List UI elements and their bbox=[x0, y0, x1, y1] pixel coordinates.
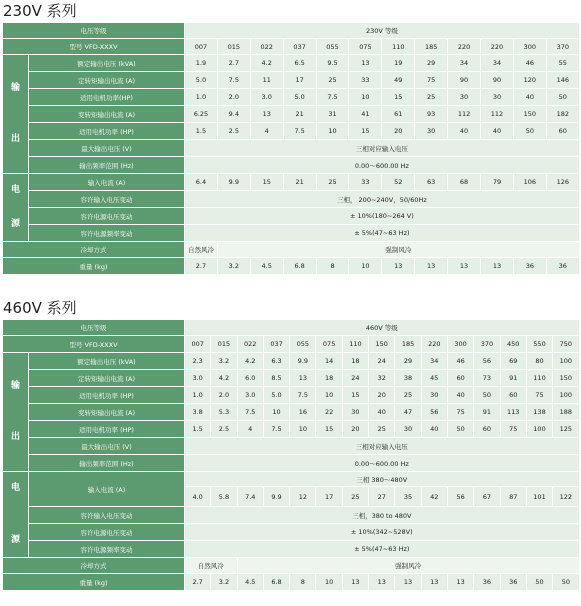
data-cell: 50 bbox=[474, 387, 500, 404]
data-cell: 6.8 bbox=[263, 574, 289, 591]
data-cell: 93 bbox=[415, 106, 448, 123]
data-cell: 50 bbox=[447, 421, 473, 438]
merged-cell: 三相对应输入电压 bbox=[185, 140, 580, 157]
table-row bbox=[3, 242, 580, 258]
merged-cell: 0.00～600.00 Hz bbox=[185, 455, 580, 472]
merged-cell: ± 10%(342~528V) bbox=[185, 524, 580, 541]
data-cell: 3.2 bbox=[217, 258, 250, 275]
data-cell: 22 bbox=[316, 404, 342, 421]
data-cell: 13 bbox=[448, 258, 481, 275]
model-cell: 300 bbox=[513, 39, 546, 55]
data-cell: 13 bbox=[447, 574, 473, 591]
model-cell: 370 bbox=[546, 39, 579, 55]
table-row bbox=[3, 258, 580, 275]
data-cell: 5.0 bbox=[263, 387, 289, 404]
data-cell: 6.3 bbox=[263, 353, 289, 370]
row-label: 适用电机功率 (HP) bbox=[29, 123, 185, 140]
data-cell: 8.5 bbox=[263, 370, 289, 387]
data-cell: 29 bbox=[415, 55, 448, 72]
merged-cell: 三相，380 to 480V bbox=[185, 507, 580, 524]
data-cell: 15 bbox=[250, 174, 283, 191]
data-cell: 2.7 bbox=[217, 55, 250, 72]
data-cell: 122 bbox=[553, 487, 579, 507]
data-cell: 40 bbox=[448, 123, 481, 140]
data-cell: 112 bbox=[481, 106, 514, 123]
data-cell: 20 bbox=[342, 421, 368, 438]
data-cell: 30 bbox=[395, 421, 421, 438]
data-cell: 6.8 bbox=[283, 258, 316, 275]
row-label: 适用电机功率 (HP) bbox=[29, 387, 185, 404]
data-cell: 1.5 bbox=[185, 123, 218, 140]
data-cell: 2.0 bbox=[211, 387, 237, 404]
data-cell: 5.3 bbox=[211, 404, 237, 421]
data-cell: 30 bbox=[342, 404, 368, 421]
data-cell: 101 bbox=[526, 487, 552, 507]
cooling-natural: 自然风冷 bbox=[185, 242, 218, 258]
model-cell: 022 bbox=[250, 39, 283, 55]
data-cell: 24 bbox=[342, 370, 368, 387]
data-cell: 7.5 bbox=[263, 421, 289, 438]
data-cell: 2.0 bbox=[217, 89, 250, 106]
table-row bbox=[3, 455, 580, 472]
data-cell: 2.5 bbox=[217, 123, 250, 140]
model-cell: 220 bbox=[481, 39, 514, 55]
model-cell: 110 bbox=[342, 336, 368, 353]
data-cell: 50 bbox=[553, 574, 579, 591]
row-label: 容许输入电压变动 bbox=[29, 507, 185, 524]
data-cell: 18 bbox=[316, 370, 342, 387]
model-row bbox=[3, 39, 580, 55]
data-cell: 90 bbox=[481, 72, 514, 89]
data-cell: 106 bbox=[513, 174, 546, 191]
data-cell: 38 bbox=[395, 370, 421, 387]
table-row bbox=[3, 404, 580, 421]
data-cell: 1.9 bbox=[185, 55, 218, 72]
voltage-class-value: 230V 等级 bbox=[185, 23, 580, 39]
spec-table-230v bbox=[2, 22, 580, 275]
model-cell: 037 bbox=[283, 39, 316, 55]
cooling-forced: 强制风冷 bbox=[237, 558, 579, 574]
table-row bbox=[3, 225, 580, 242]
data-cell: 20 bbox=[369, 387, 395, 404]
data-cell: 16 bbox=[290, 404, 316, 421]
data-cell: 25 bbox=[395, 387, 421, 404]
data-cell: 47 bbox=[395, 404, 421, 421]
data-cell: 9.5 bbox=[316, 55, 349, 72]
data-cell: 4.5 bbox=[237, 574, 263, 591]
data-cell: 25 bbox=[316, 72, 349, 89]
model-cell: 750 bbox=[553, 336, 579, 353]
data-cell: 112 bbox=[448, 106, 481, 123]
data-cell: 21 bbox=[283, 174, 316, 191]
output-group-label: 输 出 bbox=[3, 353, 29, 472]
data-cell: 25 bbox=[316, 174, 349, 191]
data-cell: 125 bbox=[553, 421, 579, 438]
data-cell: 2.3 bbox=[185, 353, 211, 370]
data-cell: 13 bbox=[250, 106, 283, 123]
data-cell: 1.0 bbox=[185, 387, 211, 404]
row-label: 冷却方式 bbox=[3, 558, 185, 574]
data-cell: 68 bbox=[448, 174, 481, 191]
row-label: 输出频率范围 (Hz) bbox=[29, 157, 185, 174]
data-cell: 7.5 bbox=[283, 123, 316, 140]
data-cell: 41 bbox=[349, 106, 382, 123]
data-cell: 73 bbox=[474, 370, 500, 387]
model-cell: 220 bbox=[421, 336, 447, 353]
data-cell: 61 bbox=[382, 106, 415, 123]
data-cell: 146 bbox=[546, 72, 579, 89]
row-label: 输入电流 (A) bbox=[29, 472, 185, 507]
table-row bbox=[3, 387, 580, 404]
data-cell: 13 bbox=[342, 574, 368, 591]
data-cell: 4 bbox=[250, 123, 283, 140]
data-cell: 110 bbox=[526, 370, 552, 387]
data-cell: 36 bbox=[513, 258, 546, 275]
data-cell: 1.5 bbox=[185, 421, 211, 438]
row-label: 最大输出电压 (V) bbox=[29, 140, 185, 157]
data-cell: 4.2 bbox=[237, 353, 263, 370]
data-cell: 9.9 bbox=[263, 487, 289, 507]
data-cell: 9.9 bbox=[290, 353, 316, 370]
power-group-label: 电 源 bbox=[3, 472, 29, 558]
row-label: 重量 (kg) bbox=[3, 574, 185, 591]
data-cell: 12 bbox=[290, 487, 316, 507]
data-cell: 75 bbox=[447, 404, 473, 421]
data-cell: 10 bbox=[316, 387, 342, 404]
data-cell: 40 bbox=[447, 387, 473, 404]
model-cell: 370 bbox=[474, 336, 500, 353]
section-title-460v: 460V 系列 bbox=[3, 299, 77, 317]
data-cell: 49 bbox=[382, 72, 415, 89]
data-cell: 46 bbox=[447, 353, 473, 370]
data-cell: 113 bbox=[500, 404, 526, 421]
data-cell: 50 bbox=[526, 574, 552, 591]
data-cell: 30 bbox=[448, 89, 481, 106]
data-cell: 45 bbox=[421, 370, 447, 387]
row-label: 额定输出电压 (kVA) bbox=[29, 55, 185, 72]
data-cell: 20 bbox=[382, 123, 415, 140]
model-cell: 055 bbox=[316, 39, 349, 55]
data-cell: 19 bbox=[382, 55, 415, 72]
data-cell: 87 bbox=[500, 487, 526, 507]
row-label: 容许电源电压变动 bbox=[29, 208, 185, 225]
data-cell: 13 bbox=[395, 574, 421, 591]
data-cell: 13 bbox=[415, 258, 448, 275]
cooling-forced: 强制风冷 bbox=[217, 242, 579, 258]
model-cell: 075 bbox=[316, 336, 342, 353]
data-cell: 17 bbox=[316, 487, 342, 507]
data-cell: 3.0 bbox=[237, 387, 263, 404]
model-cell: 007 bbox=[185, 39, 218, 55]
data-cell: 15 bbox=[342, 387, 368, 404]
model-cell: 185 bbox=[415, 39, 448, 55]
data-cell: 36 bbox=[500, 574, 526, 591]
data-cell: 100 bbox=[553, 387, 579, 404]
data-cell: 13 bbox=[382, 258, 415, 275]
data-cell: 34 bbox=[448, 55, 481, 72]
data-cell: 3.2 bbox=[211, 353, 237, 370]
data-cell: 5.0 bbox=[185, 72, 218, 89]
data-cell: 35 bbox=[395, 487, 421, 507]
data-cell: 150 bbox=[513, 106, 546, 123]
data-cell: 6.5 bbox=[283, 55, 316, 72]
row-label: 冷却方式 bbox=[3, 242, 185, 258]
data-cell: 36 bbox=[474, 574, 500, 591]
data-cell: 25 bbox=[342, 487, 368, 507]
table-row bbox=[3, 208, 580, 225]
data-cell: 63 bbox=[415, 174, 448, 191]
merged-cell: ± 5%(47~63 Hz) bbox=[185, 541, 580, 558]
data-cell: 21 bbox=[283, 106, 316, 123]
data-cell: 3.0 bbox=[250, 89, 283, 106]
voltage-class-label: 电压等级 bbox=[3, 23, 185, 39]
data-cell: 27 bbox=[369, 487, 395, 507]
row-label: 变转矩输出电流 (A) bbox=[29, 106, 185, 123]
data-cell: 13 bbox=[481, 258, 514, 275]
data-cell: 80 bbox=[526, 353, 552, 370]
merged-cell: ± 10%(180~264 V) bbox=[185, 208, 580, 225]
table-row bbox=[3, 174, 580, 191]
table-row bbox=[3, 191, 580, 208]
data-cell: 3.0 bbox=[185, 370, 211, 387]
data-cell: 182 bbox=[546, 106, 579, 123]
row-label: 容许电源电压变动 bbox=[29, 524, 185, 541]
data-cell: 3.2 bbox=[211, 574, 237, 591]
row-label: 适用电机功率(HP) bbox=[29, 89, 185, 106]
data-cell: 40 bbox=[513, 89, 546, 106]
data-cell: 60 bbox=[500, 387, 526, 404]
cooling-natural: 自然风冷 bbox=[185, 558, 238, 574]
data-cell: 18 bbox=[342, 353, 368, 370]
data-cell: 7.5 bbox=[237, 404, 263, 421]
row-label: 容许电源频率变动 bbox=[29, 225, 185, 242]
data-cell: 9.9 bbox=[217, 174, 250, 191]
data-cell: 150 bbox=[553, 370, 579, 387]
table-row bbox=[3, 89, 580, 106]
model-cell: 015 bbox=[217, 39, 250, 55]
data-cell: 4 bbox=[237, 421, 263, 438]
table-row bbox=[3, 438, 580, 455]
model-cell: 185 bbox=[395, 336, 421, 353]
data-cell: 30 bbox=[421, 387, 447, 404]
data-cell: 2.5 bbox=[211, 421, 237, 438]
data-cell: 7.5 bbox=[316, 89, 349, 106]
table-row bbox=[3, 370, 580, 387]
data-cell: 3.8 bbox=[185, 404, 211, 421]
table-row bbox=[3, 558, 580, 574]
data-cell: 34 bbox=[421, 353, 447, 370]
data-cell: 60 bbox=[546, 123, 579, 140]
spec-table-460v bbox=[2, 319, 580, 591]
table-row bbox=[3, 55, 580, 72]
data-cell: 11 bbox=[250, 72, 283, 89]
data-cell: 4.5 bbox=[250, 258, 283, 275]
table-row bbox=[3, 541, 580, 558]
data-cell: 60 bbox=[447, 370, 473, 387]
data-cell: 50 bbox=[546, 89, 579, 106]
power-group-label: 电 源 bbox=[3, 174, 29, 242]
data-cell: 100 bbox=[526, 421, 552, 438]
merged-cell: ± 5%(47~63 Hz) bbox=[185, 225, 580, 242]
data-cell: 7.5 bbox=[290, 387, 316, 404]
merged-cell: 0.00～600.00 Hz bbox=[185, 157, 580, 174]
data-cell: 7.5 bbox=[217, 72, 250, 89]
data-cell: 40 bbox=[421, 421, 447, 438]
data-cell: 25 bbox=[369, 421, 395, 438]
table-row bbox=[3, 574, 580, 591]
model-cell: 150 bbox=[369, 336, 395, 353]
data-cell: 6.25 bbox=[185, 106, 218, 123]
merged-cell: 三相， 200~240V，50/60Hz bbox=[185, 191, 580, 208]
data-cell: 13 bbox=[369, 574, 395, 591]
data-cell: 33 bbox=[349, 174, 382, 191]
model-label: 型号 VFD-XXXV bbox=[3, 336, 185, 353]
data-cell: 4.2 bbox=[250, 55, 283, 72]
model-cell: 300 bbox=[447, 336, 473, 353]
model-cell: 015 bbox=[211, 336, 237, 353]
data-cell: 100 bbox=[553, 353, 579, 370]
row-label: 容许电源频率变动 bbox=[29, 541, 185, 558]
data-cell: 69 bbox=[500, 353, 526, 370]
table-row bbox=[3, 524, 580, 541]
data-cell: 15 bbox=[316, 421, 342, 438]
data-cell: 6.4 bbox=[185, 174, 218, 191]
table-row bbox=[3, 140, 580, 157]
model-cell: 075 bbox=[349, 39, 382, 55]
data-cell: 10 bbox=[349, 258, 382, 275]
data-cell: 30 bbox=[415, 123, 448, 140]
data-cell: 138 bbox=[526, 404, 552, 421]
row-label: 输出频率范围 (Hz) bbox=[29, 455, 185, 472]
data-cell: 52 bbox=[382, 174, 415, 191]
data-cell: 17 bbox=[283, 72, 316, 89]
data-cell: 75 bbox=[526, 387, 552, 404]
data-cell: 50 bbox=[513, 123, 546, 140]
data-cell: 4.2 bbox=[211, 370, 237, 387]
data-cell: 13 bbox=[290, 370, 316, 387]
data-cell: 6.0 bbox=[237, 370, 263, 387]
data-cell: 36 bbox=[546, 258, 579, 275]
row-label: 适用电机功率 (HP) bbox=[29, 421, 185, 438]
data-cell: 60 bbox=[474, 421, 500, 438]
data-cell: 10 bbox=[316, 574, 342, 591]
data-cell: 56 bbox=[474, 353, 500, 370]
table-row bbox=[3, 472, 580, 487]
row-label: 定转矩输出电流 (A) bbox=[29, 72, 185, 89]
data-cell: 4.0 bbox=[185, 487, 211, 507]
data-cell: 33 bbox=[349, 72, 382, 89]
table-row bbox=[3, 157, 580, 174]
data-cell: 15 bbox=[349, 123, 382, 140]
data-cell: 5.0 bbox=[283, 89, 316, 106]
model-cell: 022 bbox=[237, 336, 263, 353]
table-row bbox=[3, 123, 580, 140]
model-cell: 110 bbox=[382, 39, 415, 55]
row-label: 额定输出电压 (kVA) bbox=[29, 353, 185, 370]
row-label: 重量 (kg) bbox=[3, 258, 185, 275]
data-cell: 79 bbox=[481, 174, 514, 191]
data-cell: 46 bbox=[513, 55, 546, 72]
data-cell: 24 bbox=[369, 353, 395, 370]
data-cell: 25 bbox=[415, 89, 448, 106]
data-cell: 56 bbox=[421, 404, 447, 421]
data-cell: 56 bbox=[447, 487, 473, 507]
data-cell: 7.4 bbox=[237, 487, 263, 507]
data-cell: 5.8 bbox=[211, 487, 237, 507]
data-cell: 75 bbox=[500, 421, 526, 438]
data-cell: 2.7 bbox=[185, 574, 211, 591]
data-cell: 15 bbox=[382, 89, 415, 106]
data-cell: 10 bbox=[316, 123, 349, 140]
data-cell: 8 bbox=[316, 258, 349, 275]
model-cell: 450 bbox=[500, 336, 526, 353]
data-cell: 8 bbox=[290, 574, 316, 591]
output-group-label: 输 出 bbox=[3, 55, 29, 174]
row-label: 变转矩输出电流 (A) bbox=[29, 404, 185, 421]
merged-cell: 三相对应输入电压 bbox=[185, 438, 580, 455]
data-cell: 10 bbox=[263, 404, 289, 421]
table-row bbox=[3, 72, 580, 89]
model-label: 型号 VFD-XXXV bbox=[3, 39, 185, 55]
table-row bbox=[3, 421, 580, 438]
data-cell: 91 bbox=[500, 370, 526, 387]
voltage-class-label: 电压等级 bbox=[3, 320, 185, 336]
data-cell: 42 bbox=[421, 487, 447, 507]
data-cell: 1.0 bbox=[185, 89, 218, 106]
table-row bbox=[3, 353, 580, 370]
model-cell: 007 bbox=[185, 336, 211, 353]
merged-cell: 三相 380～480V bbox=[185, 472, 580, 487]
data-cell: 13 bbox=[421, 574, 447, 591]
data-cell: 55 bbox=[546, 55, 579, 72]
data-cell: 34 bbox=[481, 55, 514, 72]
model-cell: 037 bbox=[263, 336, 289, 353]
data-cell: 188 bbox=[553, 404, 579, 421]
data-cell: 10 bbox=[290, 421, 316, 438]
data-cell: 90 bbox=[448, 72, 481, 89]
data-cell: 32 bbox=[369, 370, 395, 387]
data-cell: 91 bbox=[474, 404, 500, 421]
row-label: 输入电流 (A) bbox=[29, 174, 185, 191]
data-cell: 29 bbox=[395, 353, 421, 370]
data-cell: 120 bbox=[513, 72, 546, 89]
table-row bbox=[3, 106, 580, 123]
section-title-230v: 230V 系列 bbox=[3, 2, 77, 20]
data-cell: 40 bbox=[481, 123, 514, 140]
model-cell: 220 bbox=[448, 39, 481, 55]
row-label: 最大输出电压 (V) bbox=[29, 438, 185, 455]
model-cell: 550 bbox=[526, 336, 552, 353]
data-cell: 30 bbox=[481, 89, 514, 106]
data-cell: 126 bbox=[546, 174, 579, 191]
data-cell: 14 bbox=[316, 353, 342, 370]
data-cell: 10 bbox=[349, 89, 382, 106]
voltage-class-value: 460V 等级 bbox=[185, 320, 580, 336]
model-row bbox=[3, 336, 580, 353]
row-label: 定转矩输出电流 (A) bbox=[29, 370, 185, 387]
data-cell: 2.7 bbox=[185, 258, 218, 275]
row-label: 容许输入电压变动 bbox=[29, 191, 185, 208]
table-row bbox=[3, 507, 580, 524]
data-cell: 75 bbox=[415, 72, 448, 89]
data-cell: 40 bbox=[369, 404, 395, 421]
data-cell: 9.4 bbox=[217, 106, 250, 123]
data-cell: 31 bbox=[316, 106, 349, 123]
data-cell: 13 bbox=[349, 55, 382, 72]
model-cell: 055 bbox=[290, 336, 316, 353]
data-cell: 67 bbox=[474, 487, 500, 507]
